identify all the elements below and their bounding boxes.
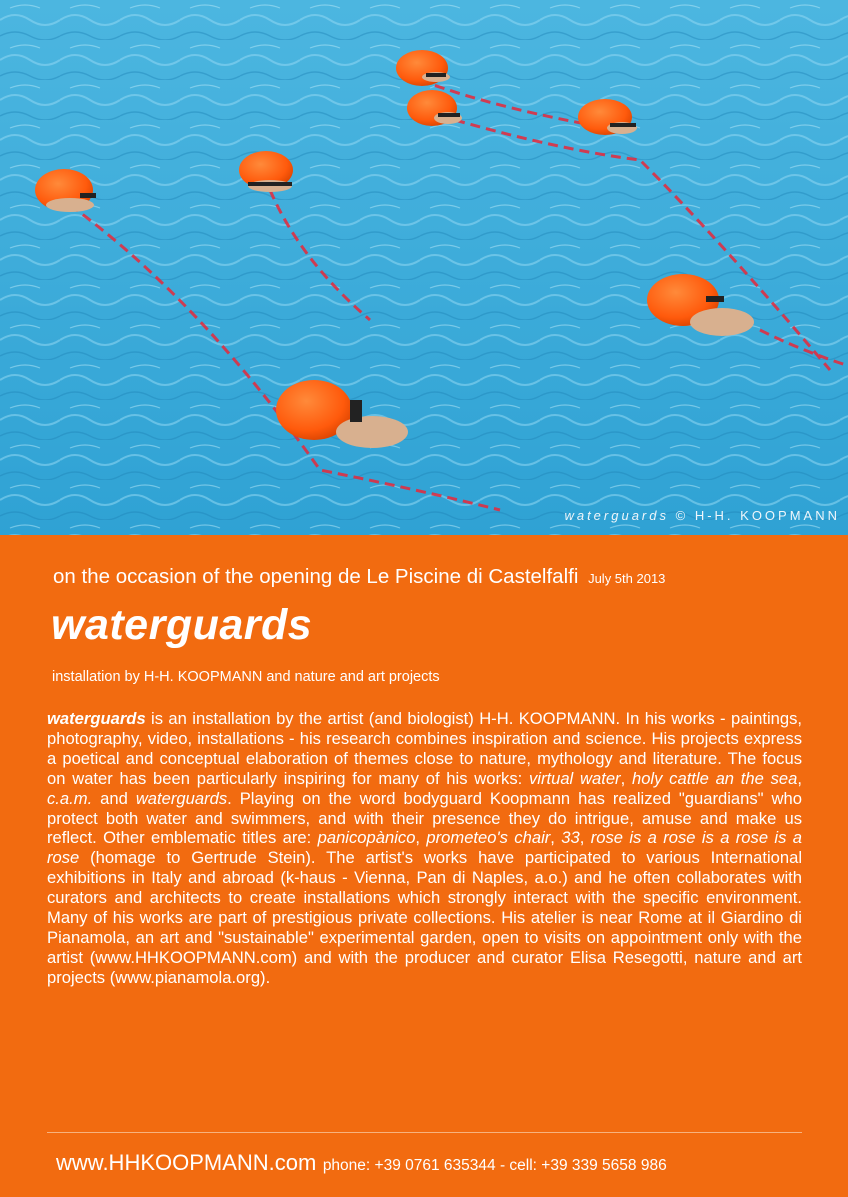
divider [47,1132,802,1133]
photo-caption: waterguards © H-H. KOOPMANN [564,508,840,523]
description-paragraph: waterguards is an installation by the artist (and biologist) H-H. KOOPMANN. In his works - paintings, photography, video, installations - his research combines inspiration and science. His projects express a poetical and conceptual elaboration of themes close to nature, mythology and literature. The focus on water has been particularly inspiring for many of his works: virtual water, holy cattle an the sea, c.a.m. and waterguards. Playing on the word bodyguard Koopmann has realized "guardians" who protect both water and swimmers, and with their presence they do intrigue, amuse and make us reflect. Other emblematic titles are: panicopànico, prometeo's chair, 33, rose is a rose is a rose is a rose (homage to Gertrude Stein). The artist's works have participated to various International exhibitions in Italy and abroad (k-haus - Vienna, Pan di Naples, a.o.) and he often collaborates with curators and architects to create installations which strongly interact with the specific environment. Many of his works are part of prestigious private collections. His atelier is near Rome at il Giardino di Pianamola, an art and "sustainable" experimental garden, open to visits on appointment only with the artist (www.HHKOOPMANN.com) and with the producer and curator Elisa Resegotti, nature and art projects (www.pianamola.org). [47,709,802,987]
subtitle: installation by H-H. KOOPMANN and nature and art projects [52,669,440,685]
work-title: waterguards [135,788,228,808]
website-link[interactable]: www.HHKOOPMANN.com [56,1150,317,1175]
work-title: c.a.m. [47,788,93,808]
inline-title: waterguards [47,709,146,728]
occasion-line [53,565,665,589]
work-title: rose is a rose is a rose is a rose [47,828,802,868]
work-title: virtual water [528,768,621,788]
hero-photo [0,0,848,535]
pool-swimmers-illustration [0,0,848,535]
work-title: panicopànico [317,828,416,848]
page-title: waterguards [51,601,313,649]
phone-numbers: phone: +39 0761 635344 - cell: +39 339 5658 986 [322,1157,667,1174]
work-title: holy cattle an the sea [631,768,798,788]
occasion-text: on the occasion of the opening de Le Piscine di Castelfalfi [53,565,579,588]
info-panel [0,535,848,1197]
event-date: July 5th 2013 [588,571,666,586]
work-title: prometeo's chair [426,828,551,848]
work-title: 33 [561,828,580,848]
contact-footer [56,1150,667,1176]
